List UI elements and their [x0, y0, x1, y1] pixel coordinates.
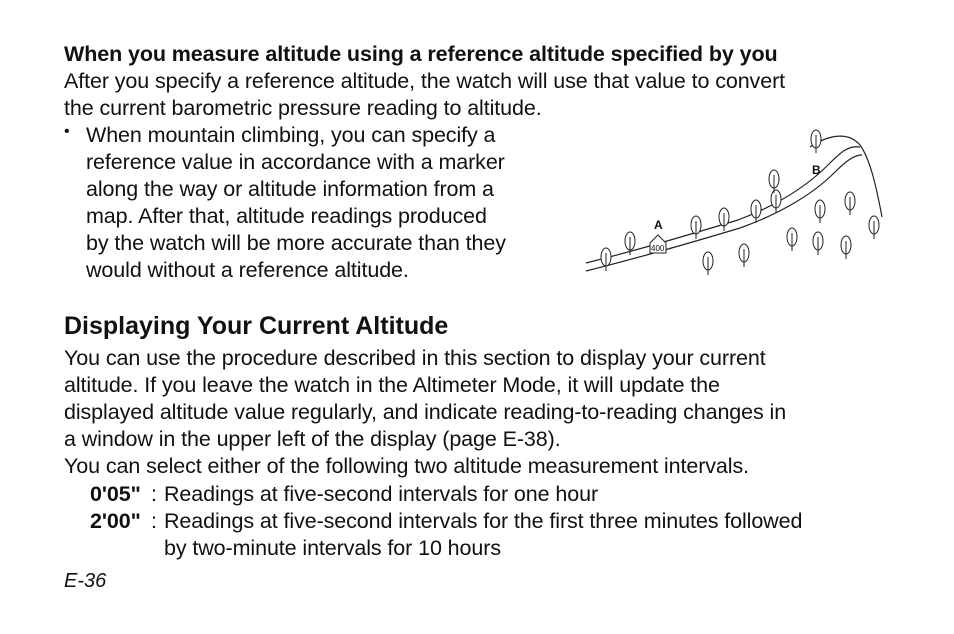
bullet-line: by the watch will be more accurate than they: [86, 231, 506, 255]
intro-line: After you specify a reference altitude, the watch will use that value to convert: [64, 69, 785, 93]
interval-description: Readings at five-second intervals for the first three minutes followed: [164, 509, 803, 533]
body-line: You can use the procedure described in this section to display your current: [64, 346, 766, 370]
label-b: B: [812, 163, 821, 177]
section-heading-reference-altitude: When you measure altitude using a reference altitude specified by you: [64, 42, 778, 66]
label-a: A: [654, 218, 663, 232]
section-heading-current-altitude: Displaying Your Current Altitude: [64, 312, 449, 340]
intro-line: the current barometric pressure reading to altitude.: [64, 96, 542, 120]
body-line: displayed altitude value regularly, and indicate reading-to-reading changes in: [64, 400, 787, 424]
tree-icon: [815, 200, 825, 223]
interval-description: by two-minute intervals for 10 hours: [164, 536, 501, 560]
tree-icon: [703, 252, 713, 275]
bullet-line: map. After that, altitude readings produced: [86, 204, 487, 228]
tree-icon: [845, 192, 855, 215]
marker-400-label: 400: [651, 244, 665, 253]
interval-separator: :: [151, 482, 157, 506]
tree-icon: [841, 236, 851, 259]
interval-code-2min: 2'00": [90, 509, 141, 533]
tree-icon: [625, 232, 635, 255]
interval-description: Readings at five-second intervals for one hour: [164, 482, 599, 506]
body-line: a window in the upper left of the display (page E-38).: [64, 427, 561, 451]
tree-icon: [601, 248, 611, 271]
tree-icon: [813, 232, 823, 255]
tree-icon: [751, 200, 761, 223]
bullet-line: When mountain climbing, you can specify a: [86, 123, 496, 147]
page-number: E-36: [64, 570, 107, 592]
tree-icon: [719, 208, 729, 231]
bullet-line: reference value in accordance with a marker: [86, 150, 505, 174]
bullet-dot: •: [64, 123, 70, 140]
bullet-line: would without a reference altitude.: [86, 258, 409, 282]
tree-icon: [691, 216, 701, 239]
body-line: altitude. If you leave the watch in the Altimeter Mode, it will update the: [64, 373, 720, 397]
bullet-line: along the way or altitude information from a: [86, 177, 494, 201]
tree-icon: [787, 228, 797, 251]
tree-icon: [739, 244, 749, 267]
interval-separator: :: [151, 509, 157, 533]
interval-code-5sec: 0'05": [90, 482, 141, 506]
body-line: You can select either of the following two altitude measurement intervals.: [64, 454, 749, 478]
tree-icon: [769, 170, 779, 193]
tree-icon: [771, 190, 781, 213]
tree-icon: [869, 216, 879, 239]
mountain-trail-illustration: [578, 125, 888, 280]
tree-icon: [811, 130, 821, 153]
